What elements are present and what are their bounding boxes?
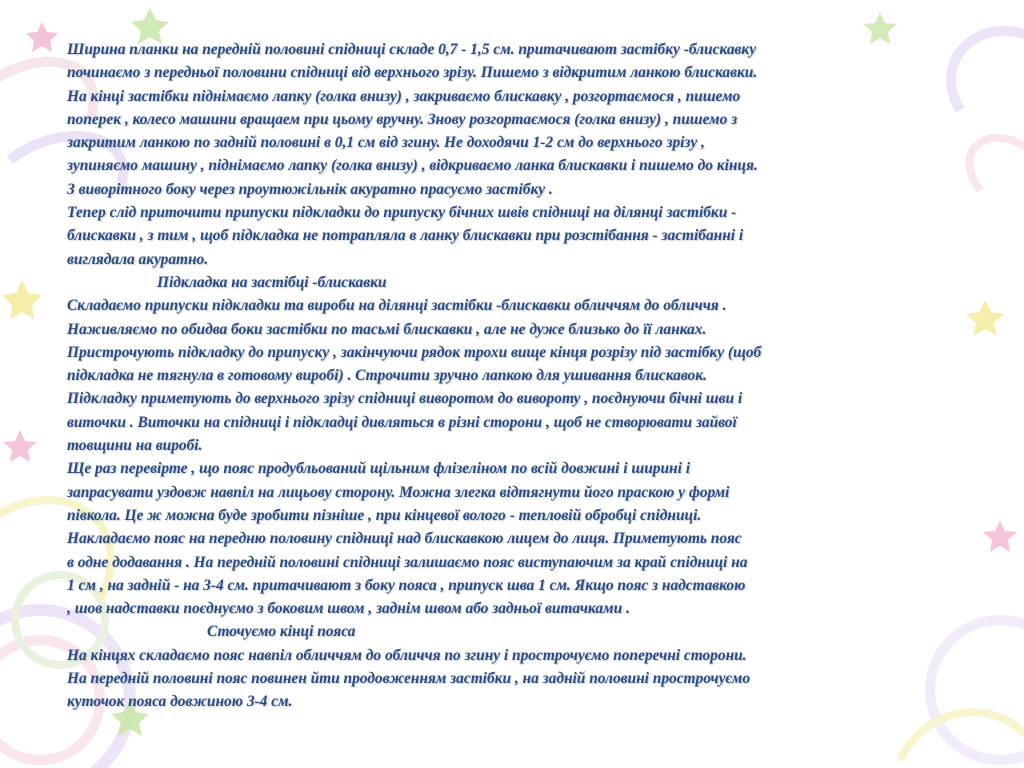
text-line: в одне додавання . На передній половині спідниці залишаємо пояс виступаючим за край спідниці на — [67, 553, 748, 571]
text-line: Тепер слід приточити припуски підкладки до припуску бічних швів спідниці на ділянці застібки - — [67, 204, 737, 222]
text-line: закритим ланкою по задній половині в 0,1 см від згину. Не доходячи 1-2 см до верхнього зрізу , — [67, 134, 705, 152]
text-line: На передній половині пояс повинен йти продовженням застібки , на задній половині прострочуємо — [67, 670, 751, 688]
text-line: блискавки , з тим , щоб підкладка не потрапляла в ланку блискавки при розстібання - застібанні і — [67, 227, 744, 245]
text-line: Складаємо припуски підкладки та вироби на ділянці застібки -блискавки обличчям до обличчя . — [67, 297, 727, 315]
text-line: поперек , колесо машини вращаем при цьому вручну. Знову розгортаємося (голка внизу) , пишемо з — [67, 110, 738, 128]
text-line: Накладаємо пояс на передню половину спідниці над блискавкою лицем до лиця. Приметують пояс — [67, 530, 742, 548]
text-line: 1 см , на задній - на 3-4 см. притачивают з боку пояса , припуск шва 1 см. Якщо пояс з надставкою — [67, 576, 746, 594]
text-line: товщини на виробі. — [67, 437, 203, 455]
section-heading: Підкладка на застібці -блискавки — [157, 273, 387, 291]
text-line: З виворітного боку через проутюжільнік акуратно прасуємо застібку . — [67, 180, 553, 198]
star-icon — [3, 430, 37, 462]
text-line: Ще раз перевірте , що пояс продубльований щільним флізеліном по всій довжині і ширині і — [67, 460, 690, 478]
text-line: починаємо з передньої половини спідниці від верхнього зрізу. Пишемо з відкритим ланкою блискавки. — [67, 64, 758, 82]
text-line: куточок пояса довжиною 3-4 см. — [67, 693, 293, 711]
text-line: Пристрочують підкладку до припуску , закінчуючи рядок трохи вище кінця розрізу під застібку (щоб — [67, 343, 762, 361]
slide-body-text — [67, 38, 987, 714]
text-line: півкола. Це ж можна буде зробити пізніше , при кінцевої волого - тепловій обробці спідниці. — [67, 506, 702, 524]
text-line: На кінці застібки піднімаємо лапку (голка внизу) , закриваємо блискавку , розгортаємося , пишемо — [67, 87, 741, 105]
text-line: зупиняємо машину , піднімаємо лапку (голка внизу) , відкриваємо ланка блискавки і пишемо до кінця. — [67, 157, 758, 175]
text-line: Підкладку приметують до верхнього зрізу спідниці виворотом до вивороту , поєднуючи бічні шви і — [67, 390, 743, 408]
section-heading: Сточуємо кінці пояса — [207, 623, 356, 641]
star-icon — [26, 22, 58, 52]
text-line: На кінцях складаємо пояс навпіл обличчям до обличчя по згину і прострочуємо поперечні сторони. — [67, 646, 747, 664]
star-icon — [983, 520, 1017, 552]
text-line: підкладка не тягнула в готовому виробі) . Строчити зручно лапкою для ушивання блискавок. — [67, 367, 707, 385]
text-line: Ширина планки на передній половині спідниці складе 0,7 - 1,5 см. притачивают застібку -блискавку — [67, 41, 757, 58]
text-line: Наживляємо по обидва боки застібки по тасьмі блискавки , але не дуже близько до її ланках. — [67, 320, 707, 338]
text-line: виточки . Виточки на спідниці і підкладці дивляться в різні сторони , щоб не створювати зайвої — [67, 413, 737, 431]
text-line: виглядала акуратно. — [67, 250, 209, 268]
text-line: запрасувати уздовж навпіл на лицьову сторону. Можна злегка відтягнути його праскою у формі — [67, 483, 730, 501]
star-icon — [2, 280, 42, 319]
text-line: , шов надставки поєднуємо з боковим швом , заднім швом або задньої витачками . — [67, 600, 630, 618]
